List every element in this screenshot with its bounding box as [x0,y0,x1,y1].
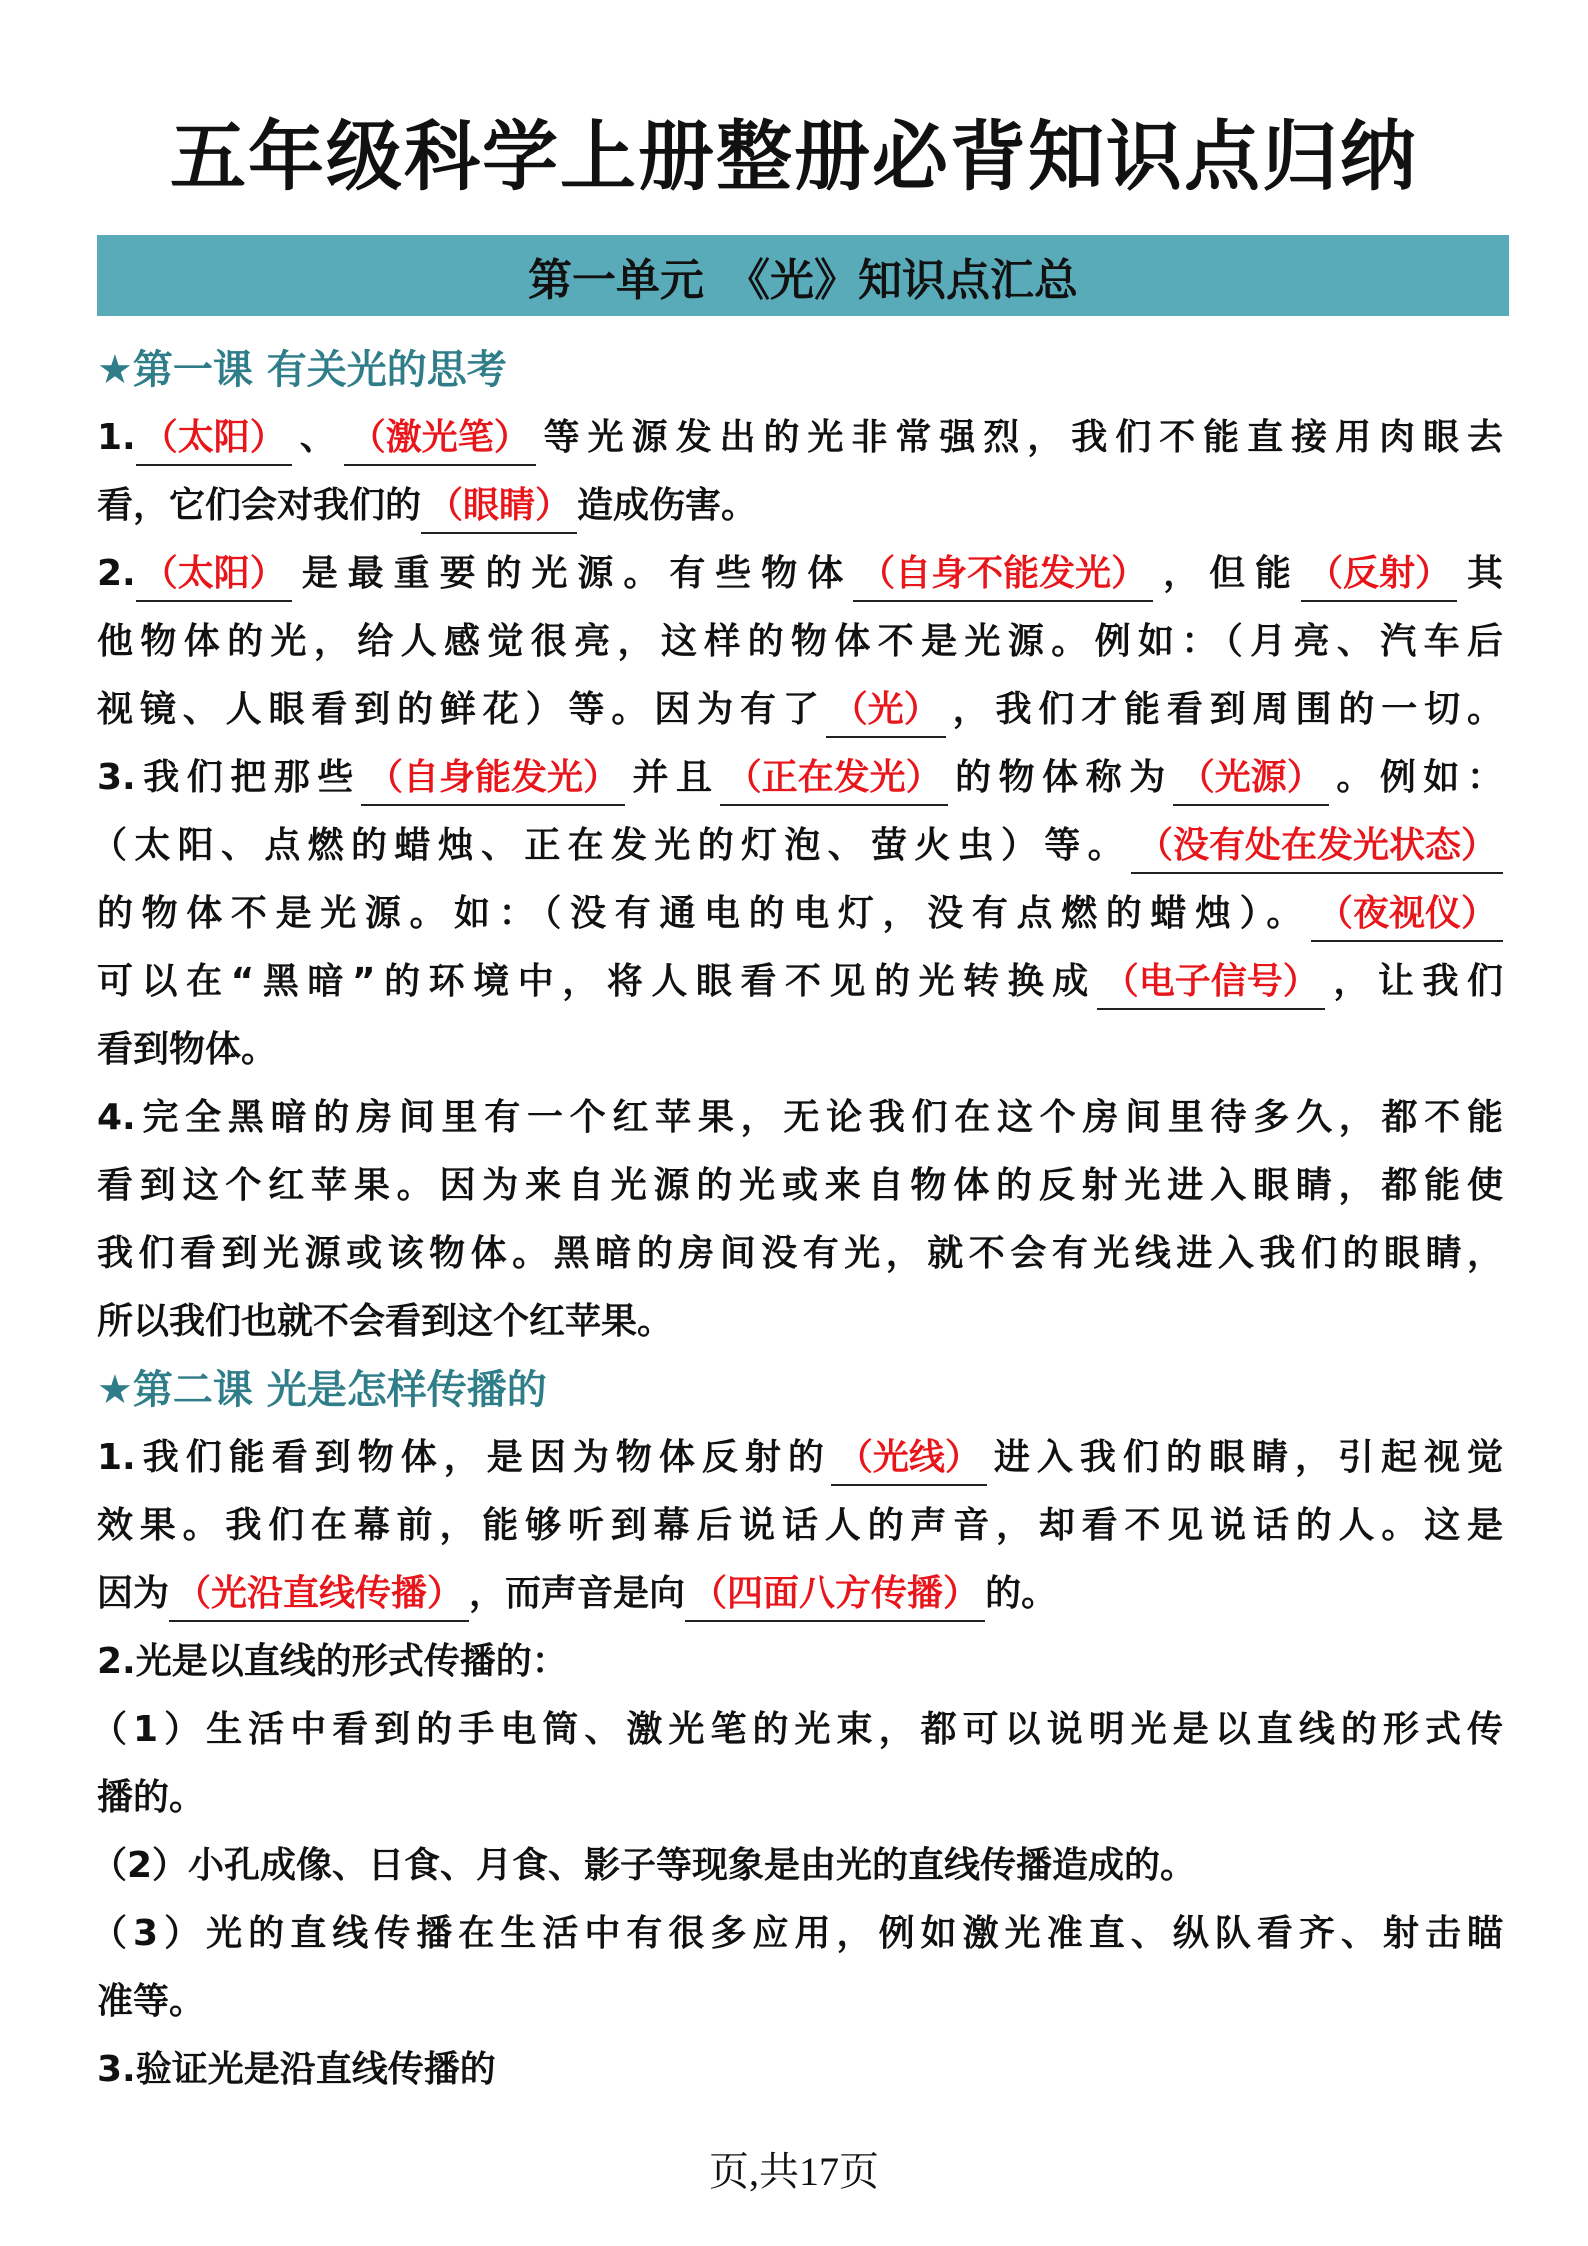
text-segment: （2）小孔成像、日食、月食、影子等现象是由光的直线传播造成的。 [91,1845,1197,1886]
text-segment: 效果。我们在幕前，能够听到幕后说话人的声音，却看不见说话的人。这是 [97,1505,1503,1546]
text-segment: 我们看到光源或该物体。黑暗的房间没有光，就不会有光线进入我们的眼睛， [97,1233,1503,1274]
page-title: 五年级科学上册整册必背知识点归纳 [170,112,1418,201]
answer-blank: （电子信号） [1097,956,1325,1010]
text-segment: （1）生活中看到的手电筒、激光笔的光束，都可以说明光是以直线的形式传 [91,1709,1503,1750]
text-segment: 所以我们也就不会看到这个红苹果。 [97,1301,674,1342]
text-line [97,880,1503,948]
text-line [97,948,1503,1016]
text-line [97,1220,1503,1288]
answer-blank: （光沿直线传播） [169,1568,469,1622]
text-segment: 并且 [624,757,720,798]
text-line [97,1084,1503,1152]
text-segment: （3）光的直线传播在生活中有很多应用，例如激光准直、纵队看齐、射击瞄 [91,1913,1503,1954]
text-segment: 2. [97,553,136,594]
text-segment: 的。 [985,1573,1058,1614]
text-line [97,676,1503,744]
text-segment: 因为 [97,1573,170,1614]
star-icon: ★ [97,1367,133,1413]
text-segment: 视镜、人眼看到的鲜花）等。因为有了 [97,689,826,730]
answer-blank: （自身能发光） [361,752,625,806]
text-line [97,1492,1503,1560]
text-segment: 、 [291,417,344,458]
text-segment: 3.验证光是沿直线传播的 [97,2049,496,2090]
text-segment: ，让我们 [1324,961,1503,1002]
text-segment: 看到这个红苹果。因为来自光源的光或来自物体的反射光进入眼睛，都能使 [97,1165,1503,1206]
text-segment: 。例如： [1328,757,1503,798]
answer-blank: （光线） [831,1432,987,1486]
text-segment: ，但能 [1153,553,1301,594]
text-segment: 看，它们会对我们的 [97,485,422,526]
answer-blank: （反射） [1301,548,1457,602]
answer-blank: （正在发光） [720,752,948,806]
answer-blank: （光源） [1173,752,1329,806]
text-segment: ，我们才能看到周围的一切。 [945,689,1503,730]
unit-banner-title: 第一单元 《光》知识点汇总 [528,254,1078,306]
text-segment: ，而声音是向 [469,1573,686,1614]
answer-blank: （自身不能发光） [853,548,1153,602]
page-footer: 页,共17页 [709,2149,879,2194]
answer-blank: （太阳） [136,548,292,602]
text-segment: 可以在“黑暗”的环境中，将人眼看不见的光转换成 [97,961,1097,1002]
unit-banner [97,235,1509,316]
document-body [91,336,1503,2104]
text-segment: 准等。 [97,1981,206,2022]
text-line [97,1424,1503,1492]
text-segment: 看到物体。 [97,1029,278,1070]
text-segment: 他物体的光，给人感觉很亮，这样的物体不是光源。例如：（月亮、汽车后 [97,621,1503,662]
text-segment: 是最重要的光源。有些物体 [291,553,854,594]
answer-blank: （激光笔） [344,412,536,466]
text-line [97,2036,1503,2104]
answer-blank: （眼睛） [421,480,577,534]
text-line [91,1696,1503,1764]
text-segment: 造成伤害。 [577,485,758,526]
star-icon: ★ [97,347,133,393]
text-segment: 1.我们能看到物体，是因为物体反射的 [97,1437,831,1478]
text-line [91,1832,1503,1900]
text-line [97,540,1503,608]
text-segment: 等光源发出的光非常强烈，我们不能直接用肉眼去 [535,417,1503,458]
text-segment: 的物体不是光源。如：（没有通电的电灯，没有点燃的蜡烛）。 [97,893,1311,934]
text-line [97,1628,1503,1696]
text-segment: 2.光是以直线的形式传播的： [97,1641,568,1682]
text-line [97,472,1503,540]
text-line [91,1900,1503,1968]
answer-blank: （四面八方传播） [685,1568,985,1622]
text-segment: 第二课 光是怎样传播的 [132,1367,547,1413]
text-line [97,1764,1503,1832]
text-segment: 第一课 有关光的思考 [132,347,507,393]
text-line [97,608,1503,676]
text-line [97,1152,1503,1220]
lesson-heading [97,1356,1503,1424]
text-line [91,812,1503,880]
text-segment: 其 [1457,553,1503,594]
text-segment: 的物体称为 [947,757,1173,798]
text-line [97,1968,1503,2036]
text-line [97,1016,1503,1084]
text-segment: 3.我们把那些 [97,757,361,798]
text-line [97,1560,1503,1628]
text-line [97,1288,1503,1356]
answer-blank: （没有处在发光状态） [1131,820,1503,874]
text-segment: 播的。 [97,1777,206,1818]
text-segment: （太阳、点燃的蜡烛、正在发光的灯泡、萤火虫）等。 [91,825,1131,866]
answer-blank: （夜视仪） [1311,888,1503,942]
text-segment: 1. [97,417,136,458]
text-line [97,744,1503,812]
text-line [97,404,1503,472]
answer-blank: （光） [826,684,946,738]
answer-blank: （太阳） [136,412,292,466]
lesson-heading [97,336,1503,404]
text-segment: 4.完全黑暗的房间里有一个红苹果，无论我们在这个房间里待多久，都不能 [97,1097,1503,1138]
text-segment: 进入我们的眼睛，引起视觉 [986,1437,1503,1478]
